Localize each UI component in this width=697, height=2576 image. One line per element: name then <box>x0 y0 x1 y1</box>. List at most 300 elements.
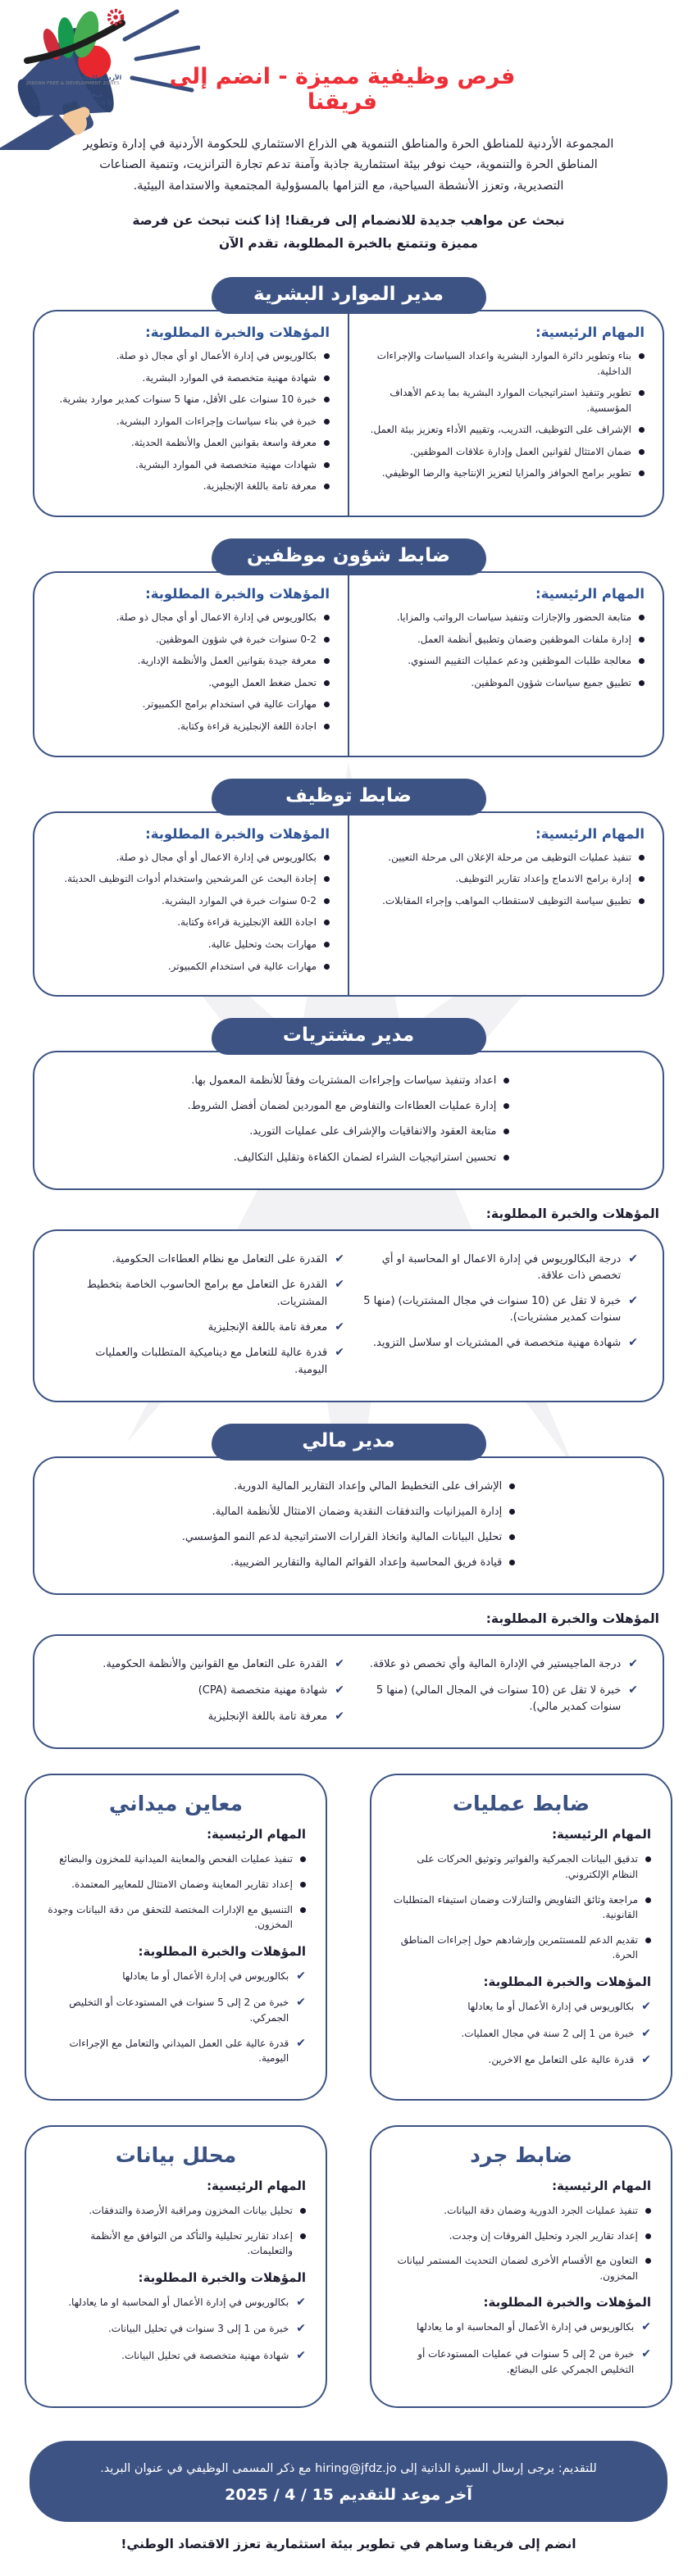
list-item <box>391 1851 651 1882</box>
quals-list-left <box>59 1243 344 1388</box>
bullet-icon <box>324 964 330 970</box>
list-item-text: تنفيذ عمليات الفحص والمعاينة الميدانية للمخزون والبضائع <box>59 1853 293 1865</box>
bullet-icon <box>503 1155 509 1161</box>
list-item-text: إدارة برامج الاندماج وإعداد تقارير التوظيف. <box>455 873 631 885</box>
list-item <box>59 1683 344 1700</box>
tasks-list <box>367 850 645 909</box>
logo-slogan-arabic: نـطـوّر الأردن <box>43 89 103 99</box>
check-icon <box>628 1682 638 1700</box>
list-item-text: معرفة تامة باللغة الإنجليزية. <box>203 480 317 493</box>
list-item <box>188 1124 510 1140</box>
cta-text: نبحث عن مواهب جديدة للانضمام إلى فريقنا! إذا كنت تبحث عن فرصة مميزة وتتمتع بالخبرة المطلوبة، تقدم الآن <box>132 213 565 252</box>
list-item-text: معرفة جيدة بقوانين العمل والأنظمة الإدارية. <box>137 655 317 667</box>
check-icon <box>335 1276 344 1294</box>
list-item <box>52 435 330 451</box>
job-section-hr-manager <box>0 277 697 517</box>
bullet-icon <box>324 724 330 729</box>
check-icon <box>296 2294 306 2312</box>
list-item-text: خبرة من 1 إلى 2 سنة في مجال العمليات. <box>461 2027 635 2039</box>
bullet-icon <box>645 2258 651 2264</box>
quals-list <box>391 2319 651 2377</box>
list-item-text: إعداد تقارير الجرد وتحليل الفروقات إن وجدت. <box>449 2229 638 2242</box>
bullet-icon <box>509 1560 515 1565</box>
list-item <box>46 2036 306 2066</box>
list-item-text: اجادة اللغة الإنجليزية قراءة وكتابة. <box>177 916 317 929</box>
bullet-icon <box>503 1078 509 1084</box>
bullet-icon <box>324 680 330 686</box>
bullet-icon <box>300 1882 306 1888</box>
list-item-text: متابعة العقود والاتفاقيات والإشراف على عمليات التوريد. <box>249 1125 497 1138</box>
list-item <box>52 719 330 734</box>
quals-list <box>46 1969 306 2066</box>
list-item-text: الإشراف على التخطيط المالي وإعداد التقارير المالية الدورية. <box>234 1479 503 1492</box>
bullet-icon <box>639 637 645 643</box>
list-item <box>52 414 330 429</box>
quals-column <box>34 311 348 516</box>
list-item-text: مهارات عالية في استخدام الكمبيوتر. <box>167 960 317 972</box>
jobs-row-2 <box>0 2125 697 2408</box>
check-icon <box>296 1968 306 1986</box>
job-title: معاين ميداني <box>109 1792 243 1816</box>
bullet-icon <box>639 680 645 686</box>
tasks-list <box>182 1479 516 1572</box>
list-item <box>391 1933 651 1963</box>
list-item <box>52 392 330 407</box>
quals-columns <box>59 1647 638 1734</box>
bullet-icon <box>639 449 645 455</box>
list-item-text: تطوير برامج الحوافز والمزايا لتعزيز الإنتاجية والرضا الوظيفي. <box>381 467 631 479</box>
quals-list <box>46 2295 306 2365</box>
bullet-icon <box>639 876 645 882</box>
list-item-text: خبرة من 1 إلى 3 سنوات في تحليل البيانات. <box>107 2323 289 2335</box>
quals-column <box>34 573 348 756</box>
bullet-icon <box>324 419 330 425</box>
job-card-data-analyst <box>25 2125 327 2408</box>
job-title-tab: مدير مالي <box>212 1424 486 1461</box>
list-item-text: تطبيق سياسة التوظيف لاستقطاب المواهب وإجراء المقابلات. <box>382 894 631 906</box>
tasks-list <box>391 2203 651 2283</box>
tasks-card <box>33 1051 664 1190</box>
list-item-text: بكالوريوس في إدارة الأعمال أو ما يعادلها <box>122 1969 289 1982</box>
check-icon <box>628 1251 638 1269</box>
list-item <box>367 850 645 865</box>
job-card-operations-officer <box>370 1774 672 2101</box>
quals-card <box>33 1229 664 1402</box>
list-item-text: تدقيق البيانات الجمركية والفواتير وتوثيق الحركات على النظام الإلكتروني. <box>417 1853 638 1880</box>
job-section-procurement-manager <box>0 1018 697 1402</box>
check-icon <box>641 2025 651 2043</box>
list-item-text: مهارات عالية في استخدام برامج الكمبيوتر. <box>142 698 317 711</box>
list-item <box>59 1320 344 1337</box>
check-icon <box>628 1334 638 1352</box>
list-item <box>59 1277 344 1310</box>
bullet-icon <box>324 942 330 947</box>
list-item-text: التنسيق مع الإدارات المختصة للتحقق من دقة البيانات وجودة المخزون. <box>48 1903 293 1931</box>
tasks-heading: المهام الرئيسية: <box>535 324 645 340</box>
company-logo <box>11 7 134 107</box>
list-item <box>391 2319 651 2337</box>
list-item-text: التعاون مع الأقسام الأخرى لضمان التحديث المستمر لبيانات المخزون. <box>397 2255 638 2282</box>
tasks-column <box>348 311 663 516</box>
list-item <box>367 871 645 887</box>
check-icon <box>628 1293 638 1311</box>
bullet-icon <box>300 2233 306 2239</box>
list-item <box>52 675 330 691</box>
list-item-text: تنفيذ عمليات الجرد الدورية وضمان دقة البيانات. <box>444 2204 638 2216</box>
check-icon <box>296 2035 306 2053</box>
check-icon <box>641 2319 651 2337</box>
check-icon <box>335 1344 344 1362</box>
list-item-text: شهادة مهنية متخصصة في المشتريات او سلاسل التزويد. <box>372 1337 622 1350</box>
list-item-text: إدارة ملفات الموظفين وضمان وتطبيق أنظمة العمل. <box>417 633 631 645</box>
list-item <box>52 632 330 647</box>
list-item-text: تطبيق جميع سياسات شؤون الموظفين. <box>471 676 631 688</box>
list-item <box>59 1709 344 1726</box>
list-item <box>391 2203 651 2219</box>
tasks-list <box>188 1073 510 1166</box>
bullet-icon <box>324 615 330 620</box>
quals-list <box>391 1999 651 2069</box>
tasks-column <box>348 813 663 996</box>
tasks-heading: المهام الرئيسية: <box>535 825 645 842</box>
bullet-icon <box>645 2208 651 2214</box>
list-item <box>188 1150 510 1166</box>
list-item-text: شهادة مهنية متخصصة في الموارد البشرية. <box>142 371 317 384</box>
bullet-icon <box>639 855 645 861</box>
bullet-icon <box>639 470 645 476</box>
tasks-list <box>367 610 645 690</box>
job-card-field-inspector <box>25 1774 327 2101</box>
list-item-text: إدارة عمليات العطاءات والتفاوض مع الموردين لضمان أفضل الشروط. <box>187 1100 497 1113</box>
check-icon <box>641 2051 651 2069</box>
list-item <box>353 1293 638 1326</box>
list-item-text: تطوير وتنفيذ استراتيجيات الموارد البشرية بما يدعم الأهداف المؤسسية. <box>390 387 631 414</box>
list-item-text: بكالوريوس في إدارة الأعمال أو المحاسبة او ما يعادلها. <box>68 2296 289 2308</box>
list-item <box>52 457 330 473</box>
list-item-text: تحمل ضغط العمل اليومي. <box>208 676 317 688</box>
list-item <box>188 1073 510 1089</box>
list-item-text: درجة البكالوريوس في إدارة الاعمال او المحاسبة او أي تخصص ذات علاقة. <box>381 1252 622 1282</box>
list-item-text: 0-2 سنوات خبرة في الموارد البشرية. <box>162 894 317 906</box>
list-item-text: معرفة واسعة بقوانين العمل والأنظمة الحديثة. <box>130 437 317 449</box>
list-item <box>52 348 330 364</box>
bullet-icon <box>324 637 330 643</box>
list-item <box>52 893 330 909</box>
check-icon <box>335 1682 344 1700</box>
tasks-heading: المهام الرئيسية: <box>535 586 645 602</box>
application-deadline: آخر موعد للتقديم 15 / 4 / 2025 <box>225 2485 472 2504</box>
list-item <box>367 653 645 669</box>
tasks-heading: المهام الرئيسية: <box>207 2178 306 2193</box>
list-item <box>367 466 645 481</box>
list-item-text: القدرة عل التعامل مع برامج الحاسوب الخاصة بتخطيط المشتريات. <box>86 1279 328 1308</box>
list-item-text: شهادة مهنية متخصصة في تحليل البيانات. <box>121 2350 289 2362</box>
bullet-icon <box>639 390 645 396</box>
list-item-text: بكالوريوس في إدارة الاعمال أو أي مجال ذو صلة. <box>116 611 317 624</box>
footer <box>0 2441 697 2551</box>
list-item-text: إدارة الميزانيات والتدفقات النقدية وضمان الامتثال للأنظمة المالية. <box>212 1505 503 1518</box>
list-item <box>367 610 645 625</box>
list-item <box>353 1335 638 1352</box>
list-item-text: مراجعة وثائق التفاويض والتنازلات وضمان استيفاء المتطلبات القانونية. <box>393 1893 638 1921</box>
list-item <box>52 937 330 952</box>
list-item-text: خبرة في بناء سياسات وإجراءات الموارد البشرية. <box>116 415 317 427</box>
list-item-text: قدرة عالية على التعامل مع الاخرين. <box>488 2054 635 2066</box>
list-item <box>367 422 645 438</box>
list-item <box>188 1098 510 1115</box>
quals-heading: المؤهلات والخبرة المطلوبة: <box>138 2269 306 2285</box>
bullet-icon <box>639 353 645 359</box>
list-item-text: تقديم الدعم للمستثمرين وإرشادهم حول إجراءات المناطق الحرة. <box>400 1933 638 1961</box>
check-icon <box>335 1251 344 1269</box>
jobs-row-1 <box>0 1774 697 2101</box>
list-item-text: 0-2 سنوات خبرة في شؤون الموظفين. <box>155 633 317 645</box>
job-title-tab: ضابط شؤون موظفين <box>212 538 486 575</box>
list-item <box>52 915 330 930</box>
check-icon <box>641 2346 651 2364</box>
quals-heading: المؤهلات والخبرة المطلوبة: <box>483 1974 651 1989</box>
quals-columns <box>59 1243 638 1388</box>
list-item-text: خبرة من 2 إلى 5 سنوات في عمليات المستودعات أو التخليص الجمركي على البضائع. <box>417 2348 635 2375</box>
bullet-icon <box>639 658 645 664</box>
list-item-text: مهارات بحث وتحليل عالية. <box>207 938 317 950</box>
bullet-icon <box>645 2233 651 2239</box>
bullet-icon <box>324 462 330 468</box>
list-item <box>367 893 645 909</box>
page-title: فرص وظيفية مميزة - انضم إلى فريقنا <box>169 64 516 115</box>
quals-heading: المؤهلات والخبرة المطلوبة: <box>485 1206 659 1221</box>
list-item <box>46 2228 306 2259</box>
list-item-text: قدرة عالية للتعامل مع ديناميكية المتطلبات والعمليات اليومية. <box>95 1347 328 1376</box>
tasks-heading: المهام الرئيسية: <box>552 1827 651 1842</box>
job-section-personnel-officer <box>0 538 697 757</box>
bullet-icon <box>645 1856 651 1862</box>
list-item-text: تحليل البيانات المالية واتخاذ القرارات الاستراتيجية لدعم النمو المؤسسي. <box>181 1530 503 1543</box>
bullet-icon <box>645 1897 651 1903</box>
list-item-text: إجادة البحث عن المرشحين واستخدام أدوات التوظيف الحديثة. <box>64 873 317 885</box>
list-item <box>182 1555 516 1571</box>
quals-heading: المؤهلات والخبرة المطلوبة: <box>483 2295 651 2310</box>
bullet-icon <box>324 440 330 446</box>
list-item-text: معالجة طلبات الموظفين ودعم عمليات التقييم السنوي. <box>408 655 631 667</box>
list-item <box>46 2203 306 2219</box>
bullet-icon <box>509 1509 515 1515</box>
list-item <box>52 610 330 625</box>
check-icon <box>296 2347 306 2365</box>
list-item-text: بناء وتطوير دائرة الموارد البشرية واعداد السياسات والإجراءات الداخلية. <box>376 349 631 377</box>
list-item-text: درجة الماجيستير في الإدارة المالية وأي تخصص ذو علاقة. <box>369 1658 622 1671</box>
header <box>0 0 697 123</box>
list-item-text: بكالوريوس في إدارة الأعمال او أي مجال ذو صلة. <box>116 349 317 361</box>
list-item-text: خبرة لا تقل عن (10 سنوات في مجال المشتريات) (منها 5 سنوات كمدير مشتريات). <box>363 1295 622 1324</box>
bullet-icon <box>324 658 330 664</box>
list-item <box>52 697 330 712</box>
list-item <box>52 370 330 386</box>
bullet-icon <box>324 898 330 904</box>
list-item <box>46 2295 306 2312</box>
bullet-icon <box>324 353 330 359</box>
quals-column <box>34 813 348 996</box>
check-icon <box>296 2320 306 2338</box>
closing-line: انضم إلى فريقنا وساهم في تطوير بيئة استثمارية تعزز الاقتصاد الوطني! <box>121 2536 576 2551</box>
bullet-icon <box>645 1938 651 1943</box>
bullet-icon <box>639 898 645 904</box>
intro-paragraph: المجموعة الأردنية للمناطق الحرة والمناطق التنموية هي الذراع الاستثماري للحكومة الأردنية في إدارة وتطوير المناطق الحرة والتنموية، حيث نوفر بيئة استثمارية جاذبة وآمنة تدعم تجارة الترانزيت، وتنمية الصناعات التصديرية، وتعزز الأنشطة السياحية، مع التزامها بالمسؤولية المجتمعية والاستدامة البيئية. <box>83 138 614 193</box>
list-item <box>182 1504 516 1520</box>
bullet-icon <box>324 484 330 489</box>
list-item-text: القدرة على التعامل مع القوانين والأنظمة الحكومية. <box>102 1658 328 1671</box>
check-icon <box>628 1656 638 1674</box>
list-item-text: قدرة عالية على العمل الميداني والتعامل مع الإجراءات اليومية. <box>69 2037 289 2065</box>
list-item-text: إعداد تقارير تحليلية والتأكد من التوافق مع الأنظمة والتعليمات. <box>90 2229 293 2257</box>
list-item <box>182 1529 516 1546</box>
logo-name-english: JORDAN FREE & DEVELOPMENT ZONES <box>26 81 120 86</box>
list-item-text: الإشراف على التوظيف، التدريب، وتقييم الأداء وتعزيز بيئة العمل. <box>370 424 631 436</box>
list-item <box>52 959 330 975</box>
list-item-text: اجادة اللغة الإنجليزية قراءة وكتابة. <box>177 720 317 733</box>
list-item-text: خبرة 10 سنوات على الأقل، منها 5 سنوات كمدير موارد بشرية. <box>59 393 317 406</box>
quals-list-right <box>353 1243 638 1388</box>
quals-heading: المؤهلات والخبرة المطلوبة: <box>138 1943 306 1959</box>
job-title: محلل بيانات <box>115 2142 237 2167</box>
list-item <box>367 675 645 691</box>
quals-list <box>52 348 330 494</box>
check-icon <box>335 1656 344 1674</box>
tasks-column <box>348 573 663 756</box>
quals-list-right <box>353 1647 638 1734</box>
bullet-icon <box>324 397 330 402</box>
job-title-tab: ضابط توظيف <box>212 779 486 816</box>
list-item <box>367 632 645 647</box>
list-item <box>353 1252 638 1284</box>
list-item-text: إعداد تقارير المعاينة وضمان الامتثال للمعايير المعتمدة. <box>71 1878 293 1890</box>
bullet-icon <box>324 702 330 707</box>
list-item-text: تنفيذ عمليات التوظيف من مرحلة الإعلان الى مرحلة التعيين. <box>388 851 631 863</box>
job-card <box>33 811 664 997</box>
quals-heading: المؤهلات والخبرة المطلوبة: <box>145 324 330 340</box>
bullet-icon <box>300 1856 306 1862</box>
bullet-icon <box>503 1103 509 1109</box>
bullet-icon <box>639 615 645 620</box>
list-item-text: ضمان الامتثال لقوانين العمل وإدارة علاقات الموظفين. <box>409 445 631 457</box>
list-item <box>46 1995 306 2025</box>
list-item <box>52 479 330 494</box>
job-card <box>33 310 664 517</box>
bullet-icon <box>324 920 330 925</box>
job-section-finance-manager <box>0 1424 697 1750</box>
list-item-text: قيادة فريق المحاسبة وإعداد القوائم المالية والتقارير الضريبية. <box>230 1556 503 1570</box>
list-item <box>353 1683 638 1715</box>
logo-slogan-english: DEVELOP JORDAN <box>32 99 114 107</box>
list-item <box>52 653 330 669</box>
list-item <box>46 1851 306 1867</box>
list-item <box>182 1479 516 1495</box>
list-item <box>46 2321 306 2338</box>
list-item-text: اعداد وتنفيذ سياسات وإجراءات المشتريات وفقاً للأنظمة المعمول بها. <box>191 1074 497 1088</box>
list-item-text: معرفة تامة باللغة الإنجليزية <box>207 1710 328 1723</box>
list-item <box>391 2026 651 2043</box>
quals-heading: المؤهلات والخبرة المطلوبة: <box>145 825 330 842</box>
job-section-recruitment-officer <box>0 779 697 997</box>
list-item-text: القدرة على التعامل مع نظام العطاءات الحكومية. <box>112 1252 328 1265</box>
list-item-text: بكالوريوس في إدارة الاعمال أو أي مجال ذو صلة. <box>116 851 317 863</box>
list-item <box>52 871 330 887</box>
list-item-text: بكالوريوس في إدارة الأعمال أو المحاسبة او ما يعادلها <box>417 2321 635 2333</box>
list-item <box>46 1969 306 1986</box>
logo-name-arabic: الأردنية للمناطق الحرة والتنموية <box>24 74 122 81</box>
list-item-text: شهادات مهنية متخصصة في الموارد البشرية. <box>135 458 317 470</box>
bullet-icon <box>300 1907 306 1913</box>
list-item <box>391 2052 651 2069</box>
check-icon <box>296 1994 306 2012</box>
tasks-list <box>367 348 645 481</box>
list-item-text: خبرة لا تقل عن (10 سنوات في المجال المالي) (منها 5 سنوات كمدير مالي). <box>376 1683 622 1714</box>
list-item <box>59 1252 344 1269</box>
list-item-text: معرفة تامة باللغة الإنجليزية <box>207 1320 328 1333</box>
list-item-text: شهادة مهنية متخصصة (CPA) <box>198 1683 328 1697</box>
list-item <box>46 2348 306 2365</box>
quals-list-left <box>59 1647 344 1734</box>
list-item <box>391 2347 651 2377</box>
job-title-tab: مدير الموارد البشرية <box>212 277 486 314</box>
job-card-inventory-officer <box>370 2125 672 2408</box>
list-item <box>353 1656 638 1674</box>
list-item-text: متابعة الحضور والإجازات وتنفيذ سياسات الرواتب والمزايا. <box>396 611 631 624</box>
list-item <box>59 1345 344 1378</box>
list-item <box>391 1892 651 1923</box>
list-item <box>391 2253 651 2283</box>
quals-heading: المؤهلات والخبرة المطلوبة: <box>145 586 330 602</box>
bullet-icon <box>509 1534 515 1540</box>
list-item <box>367 444 645 460</box>
apply-banner <box>30 2441 667 2522</box>
quals-list <box>52 850 330 975</box>
bullet-icon <box>639 427 645 433</box>
logo-mark <box>16 7 130 69</box>
list-item <box>391 1999 651 2016</box>
job-title-tab: مدير مشتريات <box>212 1018 486 1055</box>
bullet-icon <box>324 876 330 882</box>
job-card <box>33 571 664 757</box>
bullet-icon <box>324 375 330 381</box>
list-item <box>46 1902 306 1933</box>
bullet-icon <box>509 1483 515 1489</box>
quals-list <box>52 610 330 734</box>
check-icon <box>335 1708 344 1726</box>
list-item-text: تحليل بيانات المخزون ومراقبة الأرصدة والتدفقات. <box>89 2204 293 2216</box>
list-item-text: بكالوريوس في إدارة الأعمال أو ما يعادلها <box>467 2000 635 2012</box>
tasks-list <box>46 2203 306 2259</box>
list-item <box>367 348 645 379</box>
apply-instructions: للتقديم: يرجى إرسال السيرة الذاتية إلى hiring@jfdz.jo مع ذكر المسمى الوظيفي في عنوان البريد. <box>100 2462 597 2476</box>
list-item <box>367 385 645 416</box>
tasks-card <box>33 1456 664 1596</box>
quals-card <box>33 1634 664 1749</box>
tasks-heading: المهام الرئيسية: <box>207 1827 306 1842</box>
list-item-text: خبرة من 2 إلى 5 سنوات في المستودعات أو التخليص الجمركي. <box>69 1997 289 2024</box>
list-item <box>52 850 330 865</box>
check-icon <box>641 1998 651 2016</box>
check-icon <box>335 1319 344 1337</box>
job-title: ضابط عمليات <box>452 1792 590 1816</box>
bullet-icon <box>324 855 330 861</box>
tasks-list <box>46 1851 306 1932</box>
quals-heading: المؤهلات والخبرة المطلوبة: <box>485 1611 659 1627</box>
bullet-icon <box>503 1129 509 1134</box>
list-item <box>391 2228 651 2244</box>
tasks-heading: المهام الرئيسية: <box>552 2178 651 2193</box>
list-item-text: تحسين استراتيجيات الشراء لضمان الكفاءة وتقليل التكاليف. <box>233 1151 497 1164</box>
